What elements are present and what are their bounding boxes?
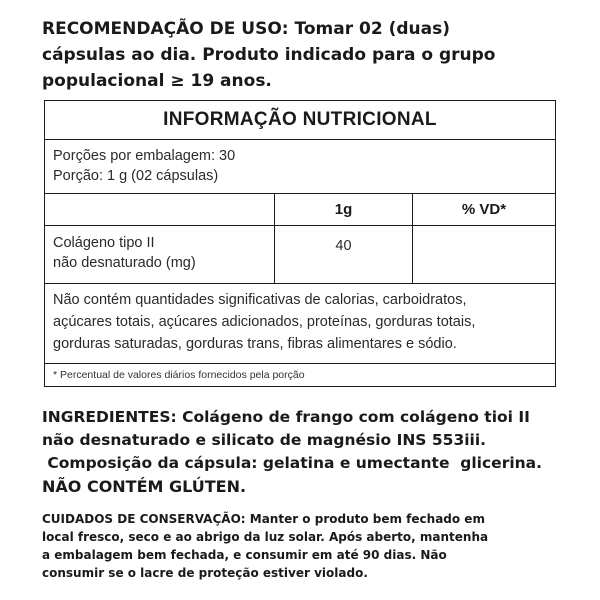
ingredients-line-2: não desnaturado e silicato de magnésio INS 553iii. <box>42 431 487 449</box>
ingredients-line-1 <box>42 406 582 429</box>
ingredients-section <box>42 406 582 498</box>
note-line-1: Não contém quantidades significativas de calorias, carboidratos, <box>53 292 467 308</box>
recommendation-text-1: Tomar 02 (duas) <box>288 19 451 39</box>
nutrition-note <box>45 284 555 364</box>
nutrient-daily-value <box>413 226 555 283</box>
servings-per-package: Porções por embalagem: 30 <box>53 148 236 164</box>
recommendation-line-3: populacional ≥ 19 anos. <box>42 71 272 91</box>
serving-size: Porção: 1 g (02 cápsulas) <box>53 168 219 184</box>
note-line-2: açúcares totais, açúcares adicionados, proteínas, gorduras totais, <box>53 314 476 330</box>
nutrition-table <box>44 100 556 387</box>
table-header-row <box>45 194 555 226</box>
care-line-4: consumir se o lacre de proteção estiver violado. <box>42 566 368 580</box>
care-heading: CUIDADOS DE CONSERVAÇÃO: <box>42 512 246 526</box>
nutrition-title: INFORMAÇÃO NUTRICIONAL <box>45 101 555 140</box>
header-amount: 1g <box>275 194 413 225</box>
recommendation-line-1 <box>42 16 562 42</box>
nutrient-name-line-2: não desnaturado (mg) <box>53 255 196 271</box>
header-daily-value: % VD* <box>461 201 507 218</box>
ingredients-text-1: Colágeno de frango com colágeno tioi II <box>176 408 530 426</box>
care-text-1: Manter o produto bem fechado em <box>245 512 485 526</box>
ingredients-heading: INGREDIENTES: <box>42 408 177 426</box>
storage-care-section <box>42 510 562 582</box>
serving-info <box>45 140 555 194</box>
care-line-1 <box>42 510 562 528</box>
nutrient-amount: 40 <box>275 226 413 283</box>
table-row <box>45 226 555 284</box>
nutrient-name-line-1: Colágeno tipo II <box>53 235 155 251</box>
ingredients-line-3: Composição da cápsula: gelatina e umectante glicerina. <box>42 454 543 472</box>
care-line-3: a embalagem bem fechada, e consumir em até 90 dias. Não <box>42 548 447 562</box>
care-line-2: local fresco, seco e ao abrigo da luz solar. Após aberto, mantenha <box>42 530 489 544</box>
nutrient-name <box>45 226 275 283</box>
usage-recommendation <box>42 16 562 94</box>
gluten-free-notice: NÃO CONTÉM GLÚTEN. <box>42 477 247 496</box>
header-empty-cell <box>45 194 275 225</box>
recommendation-line-2: cápsulas ao dia. Produto indicado para o grupo <box>42 45 496 65</box>
nutrition-footnote: * Percentual de valores diários fornecidos pela porção <box>53 369 305 381</box>
note-line-3: gorduras saturadas, gorduras trans, fibras alimentares e sódio. <box>53 336 457 352</box>
recommendation-heading: RECOMENDAÇÃO DE USO: <box>42 19 289 39</box>
